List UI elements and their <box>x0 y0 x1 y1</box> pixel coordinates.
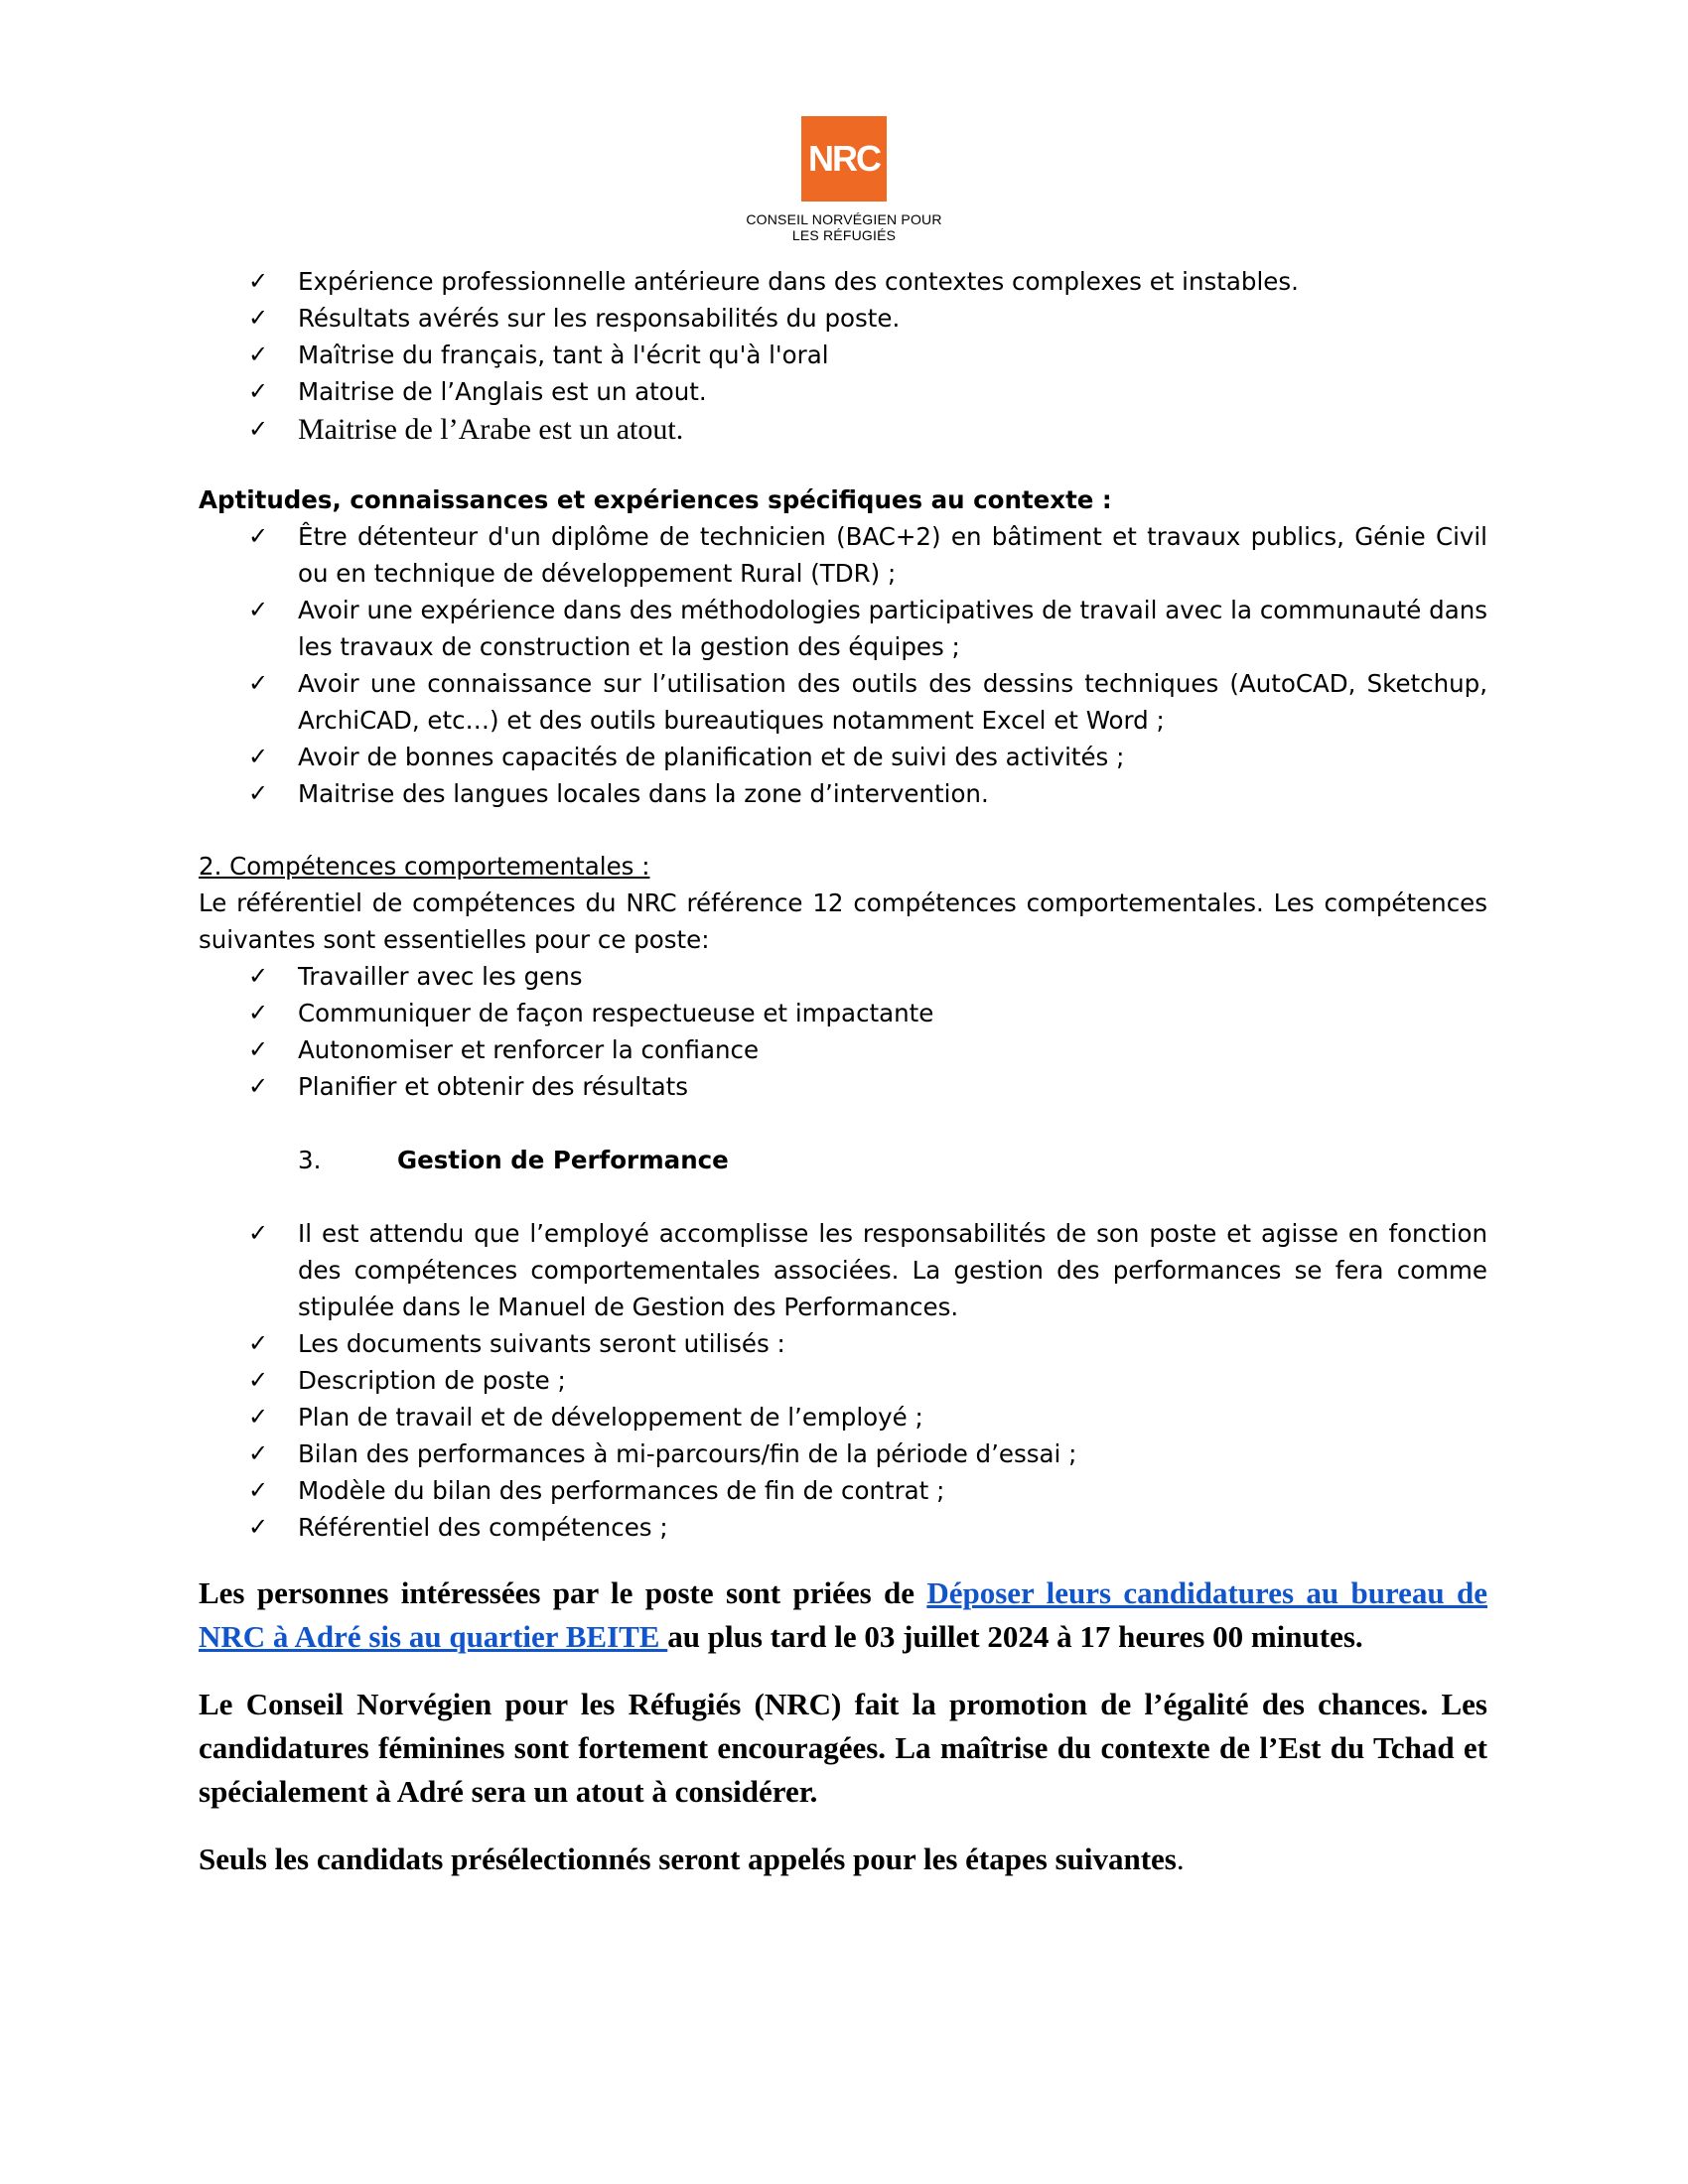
check-icon: ✓ <box>248 1403 269 1431</box>
aptitudes-heading: Aptitudes, connaissances et expériences spécifiques au contexte : <box>199 485 1112 514</box>
logo-caption <box>0 211 1688 243</box>
application-deadline: au plus tard le 03 juillet 2024 à 17 heures 00 minutes. <box>667 1619 1363 1654</box>
list-item <box>199 995 1487 1031</box>
document-body <box>199 263 1487 1881</box>
check-icon: ✓ <box>248 304 269 332</box>
list-item-text: Avoir une connaissance sur l’utilisation des outils des dessins techniques (AutoCAD, Sketchup, ArchiCAD, etc…) et des outils bureautiques notamment Excel et Word ; <box>298 669 1487 735</box>
logo-caption-line2: LES RÉFUGIÉS <box>791 227 897 243</box>
list-item-text: Maitrise des langues locales dans la zone d’intervention. <box>298 779 989 808</box>
list-item <box>199 665 1487 739</box>
application-text: Les personnes intéressées par le poste sont priées de <box>199 1575 927 1610</box>
check-icon: ✓ <box>248 743 269 770</box>
check-icon: ✓ <box>248 377 269 405</box>
check-icon: ✓ <box>248 1072 269 1100</box>
list-item <box>199 373 1487 410</box>
list-item <box>199 958 1487 995</box>
competences-list <box>199 958 1487 1105</box>
list-item <box>199 1435 1487 1472</box>
final-text: Seuls les candidats présélectionnés seront appelés pour les étapes suivantes <box>199 1842 1177 1876</box>
check-icon: ✓ <box>248 1219 269 1247</box>
logo-text: NRC <box>808 138 880 179</box>
check-icon: ✓ <box>248 962 269 990</box>
nrc-logo <box>801 116 887 202</box>
list-item <box>199 263 1487 300</box>
list-item-text: Modèle du bilan des performances de fin de contrat ; <box>298 1476 945 1505</box>
list-item <box>199 739 1487 775</box>
check-icon: ✓ <box>248 341 269 368</box>
list-item-text: Maitrise de l’Arabe est un atout. <box>298 413 684 446</box>
list-item-text: Communiquer de façon respectueuse et impactante <box>298 999 934 1027</box>
list-item <box>199 592 1487 665</box>
check-icon: ✓ <box>248 267 269 295</box>
list-item-text: Plan de travail et de développement de l’employé ; <box>298 1403 923 1432</box>
list-item-text: Avoir de bonnes capacités de planification et de suivi des activités ; <box>298 743 1125 771</box>
list-item-text: Maitrise de l’Anglais est un atout. <box>298 377 707 406</box>
application-link[interactable]: Déposer leurs candidatures au bureau de NRC à Adré sis au quartier BEITE <box>199 1575 1487 1654</box>
list-item <box>199 410 1487 450</box>
check-icon: ✓ <box>248 1035 269 1063</box>
check-icon: ✓ <box>248 779 269 807</box>
check-icon: ✓ <box>248 1513 269 1541</box>
list-item <box>199 775 1487 812</box>
section-title: Gestion de Performance <box>397 1146 729 1174</box>
check-icon: ✓ <box>248 999 269 1026</box>
check-icon: ✓ <box>248 669 269 697</box>
final-paragraph <box>199 1838 1487 1881</box>
list-item <box>199 300 1487 337</box>
list-item <box>199 518 1487 592</box>
list-item-text: Résultats avérés sur les responsabilités du poste. <box>298 304 901 333</box>
list-item <box>199 1031 1487 1068</box>
list-item <box>199 1399 1487 1435</box>
list-item-text: Travailler avec les gens <box>298 962 583 991</box>
check-icon: ✓ <box>248 1329 269 1357</box>
check-icon: ✓ <box>248 596 269 623</box>
list-item <box>199 1362 1487 1399</box>
list-item-text: Les documents suivants seront utilisés : <box>298 1329 785 1358</box>
check-icon: ✓ <box>248 522 269 550</box>
page-header <box>0 116 1688 243</box>
check-icon: ✓ <box>248 417 269 443</box>
list-item-text: Référentiel des compétences ; <box>298 1513 668 1542</box>
check-icon: ✓ <box>248 1439 269 1467</box>
list-item <box>199 1215 1487 1325</box>
list-item-text: Autonomiser et renforcer la confiance <box>298 1035 760 1064</box>
list-item-text: Il est attendu que l’employé accomplisse les responsabilités de son poste et agisse en fonction des compétences comportementales associées. La gestion des performances se fera comme stipulée dans le Manuel de Gestion des Performances. <box>298 1219 1487 1321</box>
performance-heading <box>199 1142 1487 1178</box>
list-item-text: Bilan des performances à mi-parcours/fin de la période d’essai ; <box>298 1439 1077 1468</box>
list-item <box>199 1068 1487 1105</box>
competences-heading: 2. Compétences comportementales : <box>199 852 650 881</box>
list-item-text: Planifier et obtenir des résultats <box>298 1072 689 1101</box>
performance-list <box>199 1215 1487 1546</box>
list-item <box>199 1472 1487 1509</box>
equality-paragraph: Le Conseil Norvégien pour les Réfugiés (NRC) fait la promotion de l’égalité des chances. Les candidatures féminines sont fortement encouragées. La maîtrise du contexte de l’Est du Tchad et spécialement à Adré sera un atout à considérer. <box>199 1687 1487 1809</box>
list-item-text: Expérience professionnelle antérieure dans des contextes complexes et instables. <box>298 267 1299 296</box>
final-period: . <box>1176 1842 1185 1876</box>
application-paragraph <box>199 1571 1487 1659</box>
check-icon: ✓ <box>248 1366 269 1394</box>
list-item-text: Avoir une expérience dans des méthodologies participatives de travail avec la communauté dans les travaux de construction et la gestion des équipes ; <box>298 596 1487 661</box>
competences-intro: Le référentiel de compétences du NRC référence 12 compétences comportementales. Les compétences suivantes sont essentielles pour ce poste: <box>199 888 1487 954</box>
aptitudes-list <box>199 518 1487 812</box>
list-item-text: Description de poste ; <box>298 1366 566 1395</box>
list-item <box>199 1325 1487 1362</box>
logo-caption-line1: CONSEIL NORVÉGIEN POUR <box>746 211 942 227</box>
list-item <box>199 337 1487 373</box>
list-item-text: Être détenteur d'un diplôme de technicien (BAC+2) en bâtiment et travaux publics, Génie Civil ou en technique de développement Rural (TDR) ; <box>298 522 1487 588</box>
list-item-text: Maîtrise du français, tant à l'écrit qu'à l'oral <box>298 341 829 369</box>
section-number: 3. <box>298 1146 322 1174</box>
requirements-list <box>199 263 1487 450</box>
list-item <box>199 1509 1487 1546</box>
check-icon: ✓ <box>248 1476 269 1504</box>
